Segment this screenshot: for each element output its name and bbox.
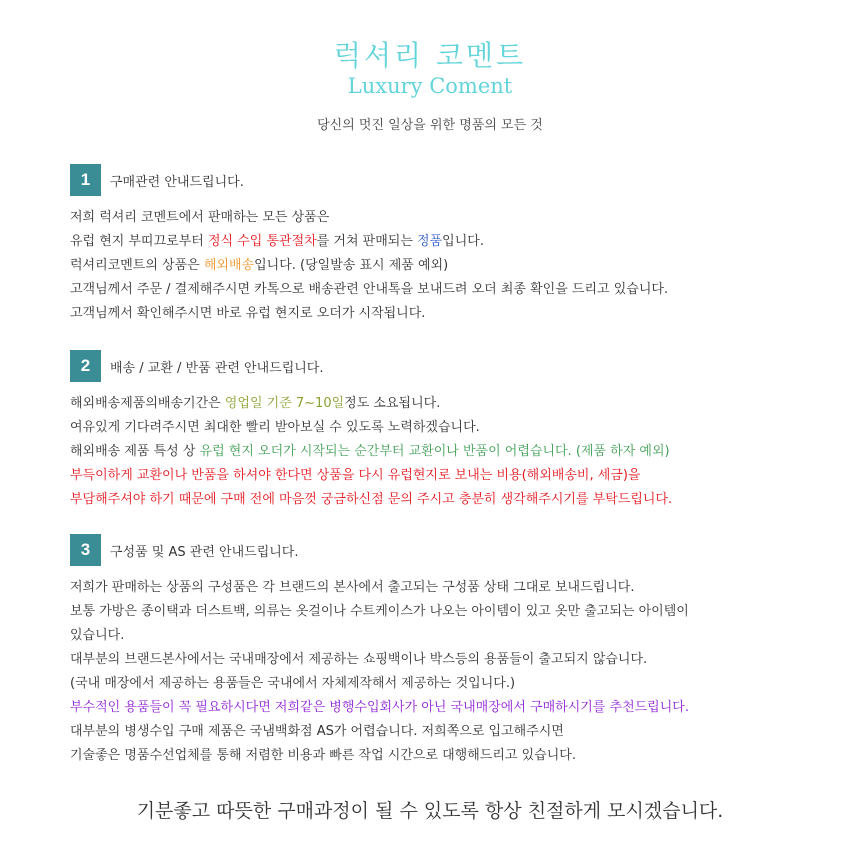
highlight-no-returns: 유럽 현지 오더가 시작되는 순간부터 교환이나 반품이 어렵습니다. (제품 하자 예외) (199, 444, 670, 459)
section-body (70, 206, 810, 326)
body-line: 저희 럭셔리 코멘트에서 판매하는 모든 상품은 (70, 210, 330, 225)
body-line: 기술좋은 명품수선업체를 통해 저렴한 비용과 빠른 작업 시간으로 대행해드리고 있습니다. (70, 748, 576, 763)
section-purchase (70, 164, 810, 326)
section-components-as (70, 534, 810, 768)
body-line-warning: 부득이하게 교환이나 반품을 하셔야 한다면 상품을 다시 유럽현지로 보내는 비용(해외배송비, 세금)을 (70, 468, 641, 483)
highlight-overseas-shipping: 해외배송 (203, 258, 255, 273)
body-line: 대부분의 병생수입 구매 제품은 국냄백화점 AS가 어렵습니다. 저희쪽으로 입고해주시면 (70, 724, 564, 739)
body-line: (국내 매장에서 제공하는 용품들은 국내에서 자체제작해서 제공하는 것입니다.) (70, 676, 516, 691)
body-line: 해외배송 제품 특성 상 유럽 현지 오더가 시작되는 순간부터 교환이나 반품이 어렵습니다. (제품 하자 예외) (70, 444, 670, 459)
section-shipping-returns (70, 350, 810, 512)
highlight-business-days: 영업일 기준 7~10일 (224, 396, 345, 411)
section-number-badge: 1 (70, 164, 101, 196)
section-title: 배송 / 교환 / 반품 관련 안내드립니다. (110, 360, 324, 376)
body-line: 럭셔리코멘트의 상품은 해외배송입니다. (당일발송 표시 제품 예외) (70, 258, 449, 273)
body-line: 고객님께서 주문 / 결제해주시면 카톡으로 배송관련 안내톡을 보내드려 오더 최종 확인을 드리고 있습니다. (70, 282, 669, 297)
body-line: 고객님께서 확인해주시면 바로 유럽 현지로 오더가 시작됩니다. (70, 306, 426, 321)
body-line: 있습니다. (70, 628, 125, 643)
body-line-recommendation: 부수적인 용품들이 꼭 필요하시다면 저희같은 병행수입회사가 아닌 국내매장에서 구매하시기를 추천드립니다. (70, 700, 689, 715)
highlight-genuine: 정품 (417, 234, 443, 249)
section-number-badge: 3 (70, 534, 101, 566)
body-line-warning: 부담해주셔야 하기 때문에 구매 전에 마음껏 궁금하신점 문의 주시고 충분히 생각해주시기를 부탁드립니다. (70, 492, 673, 507)
section-title: 구성품 및 AS 관련 안내드립니다. (110, 544, 299, 560)
section-number-badge: 2 (70, 350, 101, 382)
body-line: 저희가 판매하는 상품의 구성품은 각 브랜드의 본사에서 출고되는 구성품 상태 그대로 보내드립니다. (70, 580, 635, 595)
section-body (70, 576, 810, 768)
section-title: 구매관련 안내드립니다. (110, 174, 244, 190)
body-line: 해외배송제품의배송기간은 영업일 기준 7~10일정도 소요됩니다. (70, 396, 441, 411)
body-line: 여유있게 기다려주시면 최대한 빨리 받아보실 수 있도록 노력하겠습니다. (70, 420, 480, 435)
brand-title-korean: 럭셔리 코멘트 (333, 39, 527, 72)
brand-title-english: Luxury Coment (347, 74, 513, 98)
section-heading (70, 350, 810, 382)
section-heading (70, 164, 810, 196)
body-line: 보통 가방은 종이택과 더스트백, 의류는 옷걸이나 수트케이스가 나오는 아이템이 있고 옷만 출고되는 아이템이 (70, 604, 689, 619)
tagline: 당신의 멋진 일상을 위한 명품의 모든 것 (317, 118, 543, 133)
body-line: 유럽 현지 부띠끄로부터 정식 수입 통관절차를 거쳐 판매되는 정품입니다. (70, 234, 484, 249)
section-heading (70, 534, 810, 566)
closing-message: 기분좋고 따뜻한 구매과정이 될 수 있도록 항상 친절하게 모시겠습니다. (136, 800, 724, 822)
highlight-official-import: 정식 수입 통관절차 (207, 234, 317, 249)
body-line: 대부분의 브랜드본사에서는 국내매장에서 제공하는 쇼핑백이나 박스등의 용품들이 출고되지 않습니다. (70, 652, 648, 667)
section-body (70, 392, 810, 512)
